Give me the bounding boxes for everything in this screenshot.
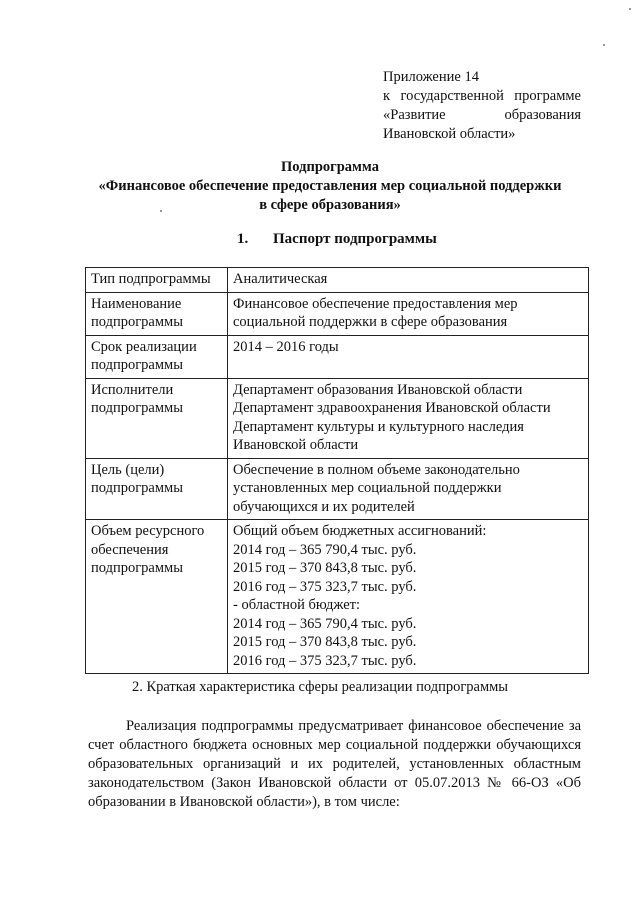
section-2-heading: 2. Краткая характеристика сферы реализации подпрограммы (131, 679, 509, 695)
appendix-block (383, 68, 581, 144)
value-line: Финансовое обеспечение предоставления мер социальной поддержки в сфере образования (233, 295, 518, 330)
value-line: - областной бюджет: (233, 597, 361, 613)
appendix-program-ref: к государственной программе (383, 88, 581, 104)
row-label: Цель (цели) подпрограммы (86, 458, 228, 520)
value-line: 2015 год – 370 843,8 тыс. руб. (233, 634, 417, 650)
scan-speck (603, 44, 605, 46)
title-line-2: «Финансовое обеспечение предоставления мер социальной поддержки (98, 178, 562, 194)
row-label: Тип подпрограммы (86, 268, 228, 293)
row-value (228, 378, 589, 458)
row-value (228, 520, 589, 674)
value-line: Аналитическая (233, 271, 328, 287)
value-line: Департамент образования Ивановской области (233, 381, 523, 398)
row-label: Срок реализации подпрограммы (86, 335, 228, 378)
table-row (86, 335, 589, 378)
passport-table (85, 267, 589, 674)
row-label: Объем ресурсного обеспечения подпрограммы (86, 520, 228, 674)
section-1-title: Паспорт подпрограммы (273, 231, 437, 247)
value-line: Департамент культуры и культурного наследия Ивановской области (233, 418, 524, 453)
row-value (228, 458, 589, 520)
row-value (228, 335, 589, 378)
title-line-3: в сфере образования» (259, 197, 401, 213)
body-paragraph: Реализация подпрограммы предусматривает финансовое обеспечение за счет областного бюджета основных мер социальной поддержки обучающихся образовательных организаций и их родителей, установленных областным законодательством (Закон Ивановской области от 05.07.2013 № 66-ОЗ «Об образовании в Ивановской области»), в том числе: (88, 718, 581, 810)
value-line: Обеспечение в полном объеме законодательно установленных мер социальной поддержки обучающихся и их родителей (233, 461, 520, 515)
table-row (86, 268, 589, 293)
value-line: 2014 год – 365 790,4 тыс. руб. (233, 541, 417, 558)
appendix-number: Приложение 14 (383, 69, 479, 85)
appendix-program-name: «Развитие образования (383, 107, 581, 123)
value-line: 2014 – 2016 годы (233, 338, 339, 355)
value-line: 2016 год – 375 323,7 тыс. руб. (233, 652, 417, 669)
table-row (86, 378, 589, 458)
scan-speck (629, 8, 631, 10)
value-line: Общий объем бюджетных ассигнований: (233, 523, 487, 539)
row-label: Исполнители подпрограммы (86, 378, 228, 458)
table-row (86, 520, 589, 674)
value-line: 2015 год – 370 843,8 тыс. руб. (233, 560, 417, 576)
row-value (228, 292, 589, 335)
table-row (86, 292, 589, 335)
row-label: Наименование подпрограммы (86, 292, 228, 335)
subprogram-title (60, 158, 600, 215)
value-line: Департамент здравоохранения Ивановской области (233, 400, 551, 416)
row-value (228, 268, 589, 293)
value-line: 2016 год – 375 323,7 тыс. руб. (233, 578, 417, 595)
value-line: 2014 год – 365 790,4 тыс. руб. (233, 615, 417, 632)
table-row (86, 458, 589, 520)
scan-speck (160, 210, 162, 212)
title-line-1: Подпрограмма (281, 159, 379, 175)
section-1-number: 1. (237, 231, 249, 247)
appendix-region: Ивановской области» (383, 126, 516, 142)
